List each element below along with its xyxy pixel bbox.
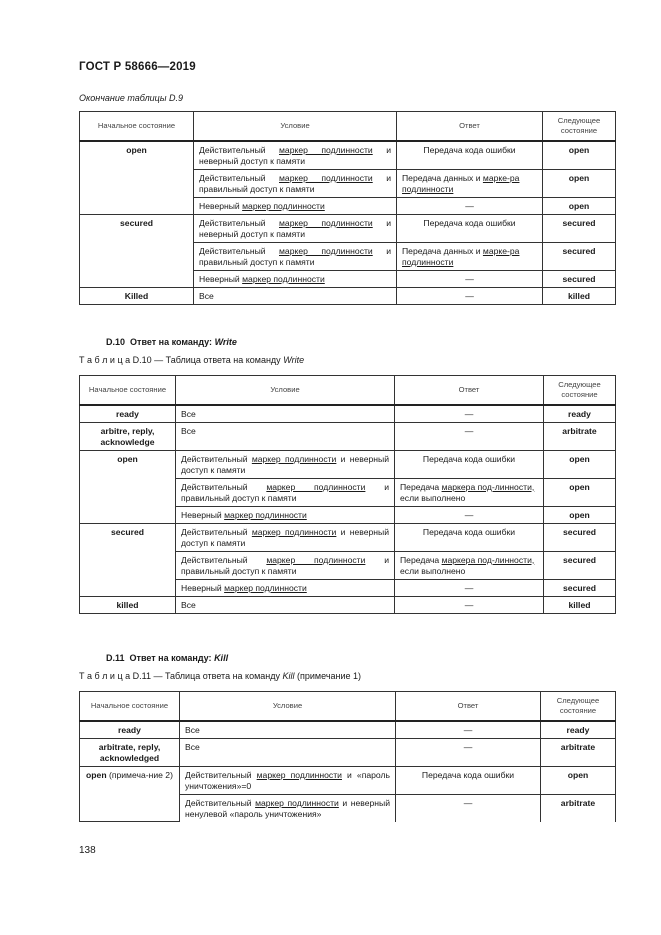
cell-next-state: ready xyxy=(544,405,616,423)
condition-text: Все xyxy=(181,408,196,419)
cell-next-state: open xyxy=(544,506,616,523)
cell-response xyxy=(395,596,544,613)
cell-condition xyxy=(176,450,395,478)
col-header-initial-state: Начальное состояние xyxy=(80,112,194,141)
cell-condition xyxy=(176,422,395,450)
cell-next-state: secured xyxy=(544,551,616,579)
table-d10-caption xyxy=(79,355,304,365)
condition-link-text: маркер подлинности xyxy=(242,200,325,211)
col-header-next-state: Следующее состояние xyxy=(544,376,616,405)
cell-response xyxy=(397,242,543,270)
condition-text: и неверный доступ к памяти xyxy=(199,217,391,239)
response-text: — xyxy=(465,273,474,284)
cell-next-state: killed xyxy=(543,287,616,304)
condition-link-text: маркер подлинности xyxy=(224,509,307,520)
cell-response xyxy=(395,450,544,478)
cell-condition xyxy=(176,596,395,613)
document-header: ГОСТ Р 58666—2019 xyxy=(79,61,196,73)
condition-text: и правильный доступ к памяти xyxy=(199,245,391,267)
cell-next-state: ready xyxy=(541,721,616,739)
state-label: ready xyxy=(118,724,141,735)
cell-response xyxy=(397,169,543,197)
response-text: — xyxy=(465,200,474,211)
condition-text: Действительный xyxy=(181,554,267,565)
condition-text: Действительный xyxy=(181,453,252,464)
response-text: Передача кода ошибки xyxy=(421,769,515,780)
state-label: arbitre, reply, acknowledge xyxy=(100,425,155,447)
response-text: Передача xyxy=(400,554,442,565)
cell-next-state: secured xyxy=(543,270,616,287)
col-header-response: Ответ xyxy=(397,112,543,141)
cell-response xyxy=(396,721,541,739)
table-row xyxy=(80,450,616,478)
condition-link-text: маркер подлинности xyxy=(255,797,339,808)
response-link-text: марке-ра подлинности xyxy=(402,245,520,267)
response-link-text: маркера под-линности, xyxy=(441,554,535,565)
condition-link-text: маркер подлинности xyxy=(242,273,325,284)
table-row xyxy=(80,422,616,450)
state-label: killed xyxy=(116,599,139,610)
condition-text: Неверный xyxy=(181,509,225,520)
state-label: ready xyxy=(116,408,139,419)
cell-next-state: arbitrate xyxy=(541,794,616,822)
response-text: — xyxy=(464,582,474,593)
cell-initial-state xyxy=(80,287,194,304)
cell-response xyxy=(397,270,543,287)
cell-next-state: open xyxy=(544,478,616,506)
cell-condition xyxy=(176,551,395,579)
section-command: Write xyxy=(214,337,237,347)
table-row xyxy=(80,721,616,739)
cell-initial-state xyxy=(80,523,176,596)
cell-condition xyxy=(194,141,397,170)
cell-condition xyxy=(194,242,397,270)
cell-next-state: arbitrate xyxy=(541,738,616,766)
cell-next-state: open xyxy=(541,766,616,794)
condition-text: Действительный xyxy=(181,526,252,537)
caption-text: Т а б л и ц а D.10 — Таблица ответа на команду xyxy=(79,355,284,365)
cell-condition xyxy=(180,738,396,766)
response-text: Передача данных и xyxy=(402,172,483,183)
cell-response xyxy=(395,551,544,579)
section-number: D.11 xyxy=(106,653,125,663)
caption-command: Kill xyxy=(282,671,295,681)
col-header-condition: Условие xyxy=(176,376,395,405)
section-d11-heading xyxy=(106,653,228,663)
response-text: если выполнено xyxy=(400,492,466,503)
table-row xyxy=(80,523,616,551)
condition-text: Действительный xyxy=(181,481,267,492)
cell-condition xyxy=(176,579,395,596)
cell-initial-state xyxy=(80,450,176,523)
state-label: secured xyxy=(120,217,153,228)
page-number: 138 xyxy=(79,845,96,856)
condition-link-text: маркер подлинности xyxy=(256,769,342,780)
table-row xyxy=(80,766,616,794)
caption-command: Write xyxy=(283,355,305,365)
condition-text: Действительный xyxy=(185,769,257,780)
state-label: open xyxy=(86,769,107,780)
condition-text: Все xyxy=(185,741,200,752)
col-header-next-state: Следующее состояние xyxy=(541,692,616,721)
response-text: — xyxy=(463,741,473,752)
cell-initial-state xyxy=(80,738,180,766)
cell-initial-state xyxy=(80,214,194,287)
condition-text: и неверный ненулевой «пароль уничтожения» xyxy=(185,797,391,819)
cell-condition xyxy=(176,506,395,523)
table-d11-caption xyxy=(79,671,361,681)
condition-link-text: маркер подлинности xyxy=(279,217,373,228)
col-header-condition: Условие xyxy=(194,112,397,141)
cell-condition xyxy=(180,766,396,794)
cell-next-state: killed xyxy=(544,596,616,613)
cell-next-state: secured xyxy=(543,214,616,242)
condition-link-text: маркер подлинности xyxy=(224,582,307,593)
table-d9-caption: Окончание таблицы D.9 xyxy=(79,93,183,103)
condition-text: Действительный xyxy=(199,245,280,256)
caption-text: Т а б л и ц а D.11 — Таблица ответа на команду xyxy=(79,671,283,681)
cell-next-state: open xyxy=(543,197,616,214)
condition-text: Неверный xyxy=(199,200,243,211)
cell-response xyxy=(397,197,543,214)
state-note: (примеча-ние 2) xyxy=(106,769,173,780)
state-label: open xyxy=(126,144,147,155)
condition-link-text: маркер подлинности xyxy=(251,526,337,537)
cell-response xyxy=(395,478,544,506)
cell-response xyxy=(395,405,544,423)
cell-condition xyxy=(194,287,397,304)
condition-text: Действительный xyxy=(185,797,256,808)
state-label: arbitrate, reply, acknowledged xyxy=(98,741,161,763)
cell-response xyxy=(395,579,544,596)
cell-condition xyxy=(176,478,395,506)
condition-link-text: маркер подлинности xyxy=(251,453,337,464)
response-text: Передача кода ошибки xyxy=(422,453,516,464)
condition-link-text: маркер подлинности xyxy=(266,481,366,492)
table-d11 xyxy=(79,691,616,822)
state-label: open xyxy=(117,453,138,464)
condition-text: Все xyxy=(199,290,214,301)
cell-response xyxy=(396,738,541,766)
cell-condition xyxy=(194,197,397,214)
cell-initial-state xyxy=(80,422,176,450)
cell-next-state: open xyxy=(543,169,616,197)
condition-link-text: маркер подлинности xyxy=(266,554,366,565)
response-text: Передача данных и xyxy=(402,245,483,256)
cell-initial-state xyxy=(80,141,194,215)
cell-next-state: open xyxy=(543,141,616,170)
table-row xyxy=(80,738,616,766)
cell-response xyxy=(397,141,543,170)
cell-condition xyxy=(180,721,396,739)
table-d10 xyxy=(79,375,616,614)
cell-condition xyxy=(176,405,395,423)
response-text: Передача кода ошибки xyxy=(423,144,516,155)
cell-initial-state xyxy=(80,766,180,822)
condition-text: и неверный доступ к памяти xyxy=(199,144,391,166)
condition-text: Все xyxy=(185,724,200,735)
cell-response xyxy=(397,287,543,304)
response-text: — xyxy=(464,425,474,436)
section-title: Ответ на команду: xyxy=(130,337,213,347)
cell-initial-state xyxy=(80,596,176,613)
cell-condition xyxy=(194,214,397,242)
cell-response xyxy=(395,506,544,523)
table-row xyxy=(80,596,616,613)
response-text: Передача кода ошибки xyxy=(422,526,516,537)
response-text: — xyxy=(463,797,473,808)
cell-response xyxy=(397,214,543,242)
cell-condition xyxy=(194,270,397,287)
condition-text: Все xyxy=(181,599,196,610)
condition-text: и «пароль уничтожения»=0 xyxy=(185,769,390,791)
condition-text: Действительный xyxy=(199,172,280,183)
col-header-next-state: Следующее состояние xyxy=(543,112,616,141)
table-d9 xyxy=(79,111,616,305)
col-header-condition: Условие xyxy=(180,692,396,721)
response-link-text: марке-ра подлинности xyxy=(402,172,520,194)
table-row xyxy=(80,287,616,304)
condition-text: Неверный xyxy=(199,273,243,284)
response-link-text: маркера под-линности, xyxy=(441,481,535,492)
cell-condition xyxy=(176,523,395,551)
cell-next-state: secured xyxy=(544,579,616,596)
table-row xyxy=(80,405,616,423)
cell-response xyxy=(395,523,544,551)
response-text: — xyxy=(464,599,474,610)
col-header-response: Ответ xyxy=(395,376,544,405)
col-header-initial-state: Начальное состояние xyxy=(80,692,180,721)
cell-response xyxy=(396,794,541,822)
cell-condition xyxy=(180,794,396,822)
condition-link-text: маркер подлинности xyxy=(279,144,373,155)
state-label: Killed xyxy=(124,290,149,301)
cell-initial-state xyxy=(80,405,176,423)
condition-link-text: маркер подлинности xyxy=(279,172,373,183)
condition-text: и правильный доступ к памяти xyxy=(181,554,389,576)
cell-next-state: secured xyxy=(543,242,616,270)
condition-text: Действительный xyxy=(199,144,280,155)
response-text: Передача кода ошибки xyxy=(423,217,516,228)
condition-text: и правильный доступ к памяти xyxy=(181,481,389,503)
condition-text: и неверный доступ к памяти xyxy=(181,453,390,475)
condition-text: и правильный доступ к памяти xyxy=(199,172,391,194)
cell-next-state: secured xyxy=(544,523,616,551)
cell-response xyxy=(395,422,544,450)
condition-link-text: маркер подлинности xyxy=(279,245,373,256)
cell-next-state: arbitrate xyxy=(544,422,616,450)
response-text: — xyxy=(463,724,473,735)
cell-initial-state xyxy=(80,721,180,739)
response-text: — xyxy=(464,408,474,419)
response-text: — xyxy=(465,290,474,301)
section-number: D.10 xyxy=(106,337,126,347)
cell-response xyxy=(396,766,541,794)
col-header-initial-state: Начальное состояние xyxy=(80,376,176,405)
response-text: — xyxy=(464,509,474,520)
col-header-response: Ответ xyxy=(396,692,541,721)
response-text: Передача xyxy=(400,481,442,492)
cell-next-state: open xyxy=(544,450,616,478)
caption-suffix: (примечание 1) xyxy=(294,671,362,681)
table-row xyxy=(80,214,616,242)
condition-text: Все xyxy=(181,425,196,436)
cell-condition xyxy=(194,169,397,197)
table-row xyxy=(80,141,616,170)
condition-text: и неверный доступ к памяти xyxy=(181,526,390,548)
condition-text: Действительный xyxy=(199,217,280,228)
response-text: если выполнено xyxy=(400,565,466,576)
state-label: secured xyxy=(111,526,144,537)
condition-text: Неверный xyxy=(181,582,225,593)
section-d10-heading xyxy=(106,337,237,347)
section-command: Kill xyxy=(214,653,229,663)
section-title: Ответ на команду: xyxy=(129,653,212,663)
